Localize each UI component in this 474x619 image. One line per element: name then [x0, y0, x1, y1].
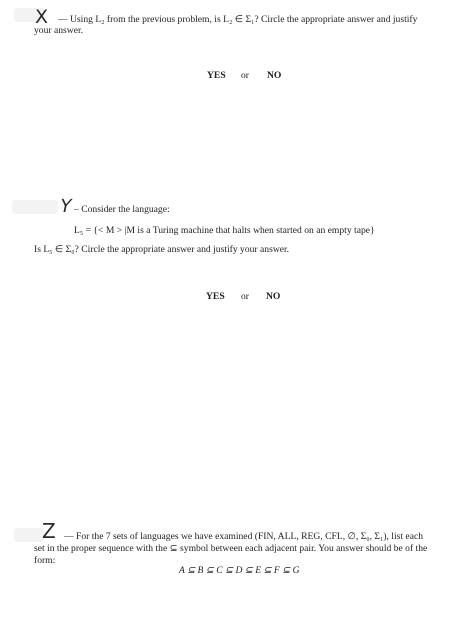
problem-z-line-3: form: [34, 555, 56, 566]
problem-z-dash: — [64, 531, 76, 542]
problem-y-or: or [241, 291, 249, 302]
erased-region-y [12, 200, 58, 214]
problem-z-line-1 [64, 531, 423, 543]
problem-x-yes[interactable]: YES [207, 70, 226, 81]
handwritten-mark-y: Y [57, 196, 74, 217]
problem-y-dash: – [74, 204, 82, 215]
problem-y-intro-line [74, 204, 170, 216]
erased-region-z [14, 528, 44, 542]
problem-z-line-2: set in the proper sequence with the ⊆ symbol between each adjacent pair. You answer should be of the [34, 543, 428, 554]
handwritten-mark-z: Z [42, 519, 56, 543]
problem-x-or: or [241, 70, 249, 81]
problem-x-no[interactable]: NO [267, 70, 282, 81]
problem-x-dash: — [58, 14, 70, 25]
problem-y-definition: L₅ = {< M > |M is a Turing machine that halts when started on an empty tape} [74, 225, 375, 236]
problem-y-question: Is L₅ ∈ Σ₀? Circle the appropriate answer and justify your answer. [34, 244, 290, 255]
problem-x-line-2: your answer. [34, 25, 84, 36]
problem-x-text-1: Using L₂ from the previous problem, is L₂ ∈ Σ₁? Circle the appropriate answer and justify [70, 14, 418, 25]
problem-z-text-1: For the 7 sets of languages we have examined (FIN, ALL, REG, CFL, ∅, Σ₀, Σ₁), list each [76, 531, 424, 542]
problem-y-no[interactable]: NO [266, 291, 281, 302]
problem-z-formula: A ⊆ B ⊆ C ⊆ D ⊆ E ⊆ F ⊆ G [179, 565, 300, 576]
problem-y-intro: Consider the language: [81, 204, 170, 215]
handwritten-mark-x: X [35, 6, 49, 28]
problem-y-yes[interactable]: YES [206, 291, 225, 302]
problem-x-line-1 [58, 14, 417, 26]
